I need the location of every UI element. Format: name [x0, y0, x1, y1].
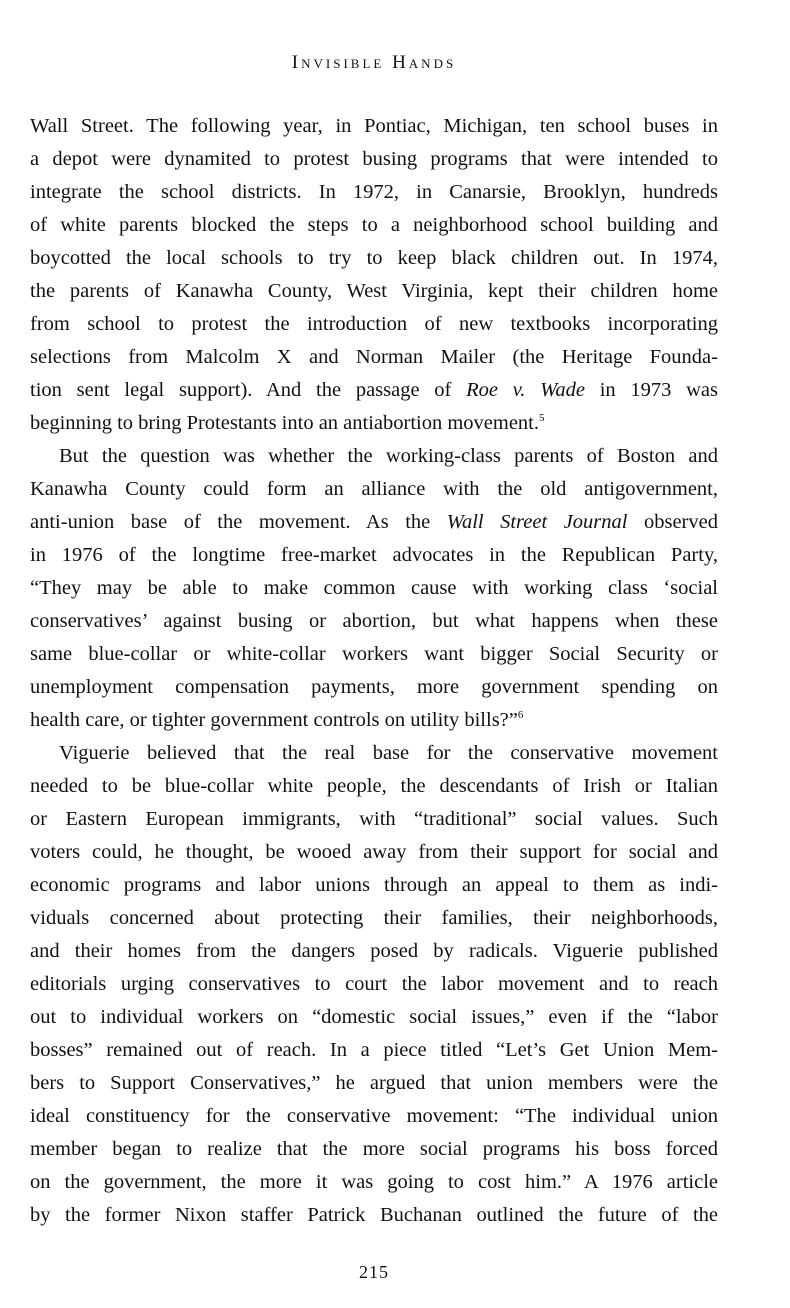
- text-line: a depot were dynamited to protest busing programs that were intended to: [30, 148, 718, 170]
- running-head: Invisible Hands: [291, 52, 457, 73]
- text-line: tion sent legal support). And the passage of Roe v. Wade in 1973 was: [30, 379, 718, 401]
- text-line: bosses” remained out of reach. In a piece titled “Let’s Get Union Mem-: [30, 1039, 718, 1061]
- text-line: But the question was whether the working-class parents of Boston and: [59, 445, 718, 467]
- text-line: on the government, the more it was going to cost him.” A 1976 article: [30, 1171, 718, 1193]
- text-line: same blue-collar or white-collar workers want bigger Social Security or: [30, 643, 718, 665]
- text-line: from school to protest the introduction of new textbooks incorporating: [30, 313, 718, 335]
- text-line: conservatives’ against busing or abortion, but what happens when these: [30, 610, 718, 632]
- italic-title: Roe v. Wade: [466, 379, 585, 401]
- paragraph-p3: [30, 737, 718, 1232]
- italic-title: Wall Street Journal: [446, 511, 628, 533]
- text-line: boycotted the local schools to try to keep black children out. In 1974,: [30, 247, 718, 269]
- text-line: voters could, he thought, be wooed away from their support for social and: [30, 841, 718, 863]
- book-page: [30, 0, 718, 1308]
- footnote-marker: 6: [517, 709, 524, 722]
- text-line: selections from Malcolm X and Norman Mailer (the Heritage Founda-: [30, 346, 718, 368]
- text-line: integrate the school districts. In 1972, in Canarsie, Brooklyn, hundreds: [30, 181, 718, 203]
- text-line: “They may be able to make common cause with working class ‘social: [30, 577, 718, 599]
- paragraph-p2: [30, 440, 718, 737]
- text-line: out to individual workers on “domestic social issues,” even if the “labor: [30, 1006, 718, 1028]
- text-line: of white parents blocked the steps to a neighborhood school building and: [30, 214, 718, 236]
- text-line: in 1976 of the longtime free-market advocates in the Republican Party,: [30, 544, 718, 566]
- text-line: economic programs and labor unions through an appeal to them as indi-: [30, 874, 718, 896]
- page-number: 215: [359, 1262, 389, 1282]
- text-line: bers to Support Conservatives,” he argued that union members were the: [30, 1072, 718, 1094]
- text-line: anti-union base of the movement. As the Wall Street Journal observed: [30, 511, 718, 533]
- text-line: the parents of Kanawha County, West Virginia, kept their children home: [30, 280, 718, 302]
- text-line: Wall Street. The following year, in Pontiac, Michigan, ten school buses in: [30, 115, 718, 137]
- text-line: Kanawha County could form an alliance with the old antigovernment,: [30, 478, 718, 500]
- text-line: by the former Nixon staffer Patrick Buchanan outlined the future of the: [30, 1204, 718, 1226]
- body-text: [30, 110, 718, 1232]
- text-line: or Eastern European immigrants, with “traditional” social values. Such: [30, 808, 718, 830]
- text-line: ideal constituency for the conservative movement: “The individual union: [30, 1105, 718, 1127]
- text-line: and their homes from the dangers posed by radicals. Viguerie published: [30, 940, 718, 962]
- footnote-marker: 5: [539, 412, 545, 425]
- paragraph-p1: [30, 110, 718, 440]
- text-line: editorials urging conservatives to court the labor movement and to reach: [30, 973, 718, 995]
- text-line: health care, or tighter government controls on utility bills?”$^6$: [30, 709, 524, 731]
- text-line: unemployment compensation payments, more government spending on: [30, 676, 718, 698]
- text-line: Viguerie believed that the real base for the conservative movement: [59, 742, 718, 764]
- text-line: needed to be blue-collar white people, the descendants of Irish or Italian: [30, 775, 718, 797]
- text-line: member began to realize that the more social programs his boss forced: [30, 1138, 718, 1160]
- text-line: beginning to bring Protestants into an antiabortion movement.$^5$: [30, 412, 545, 434]
- text-line: viduals concerned about protecting their families, their neighborhoods,: [30, 907, 718, 929]
